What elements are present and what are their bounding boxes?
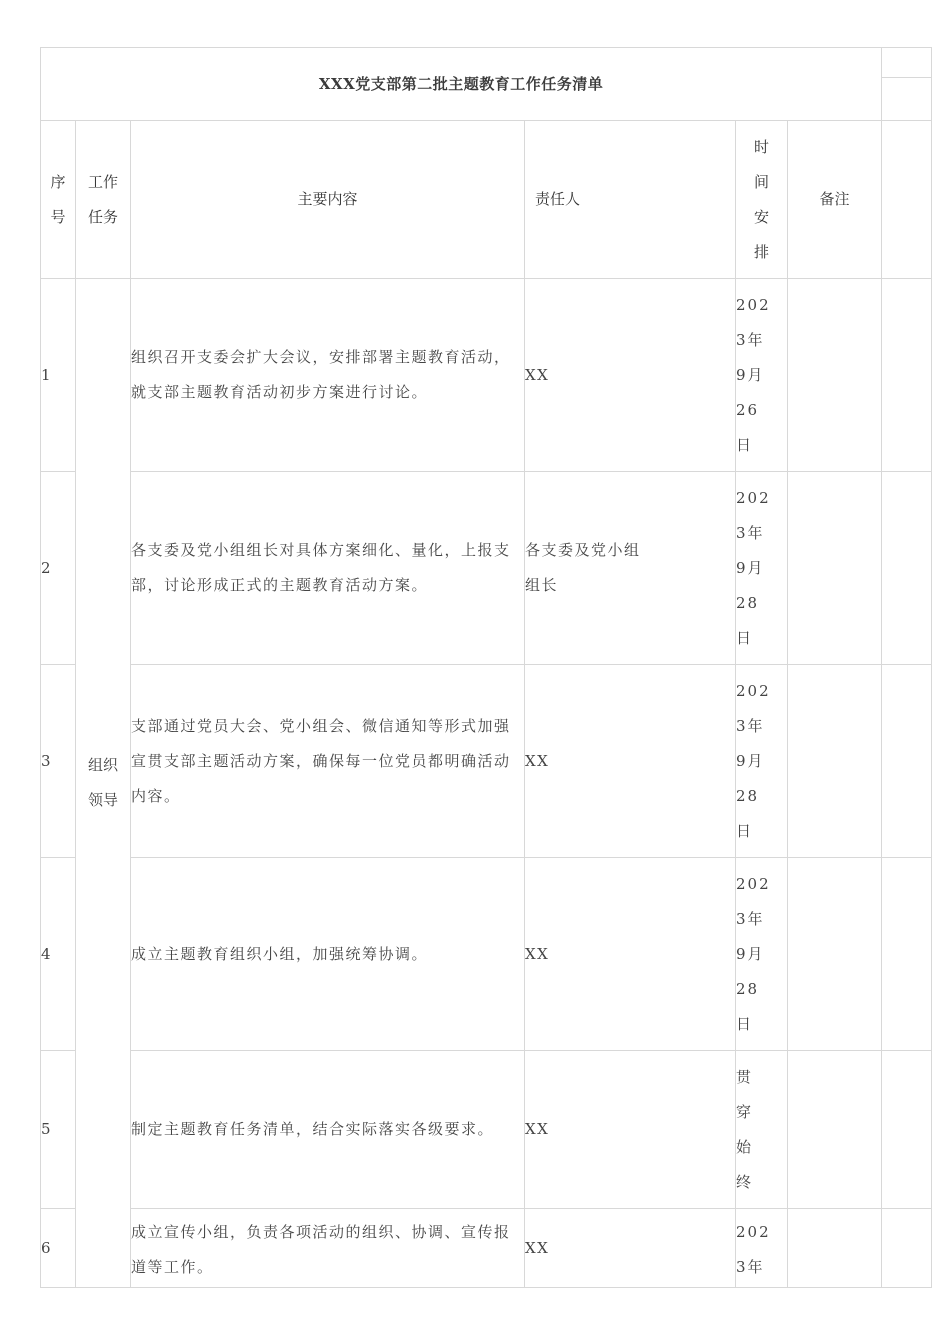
row-time-line: 26 [736,400,760,419]
row-time [736,665,788,858]
header-task-line: 工作 [87,172,118,191]
row-content: 制定主题教育任务清单，结合实际落实各级要求。 [131,1051,525,1209]
row-note [788,472,882,665]
table-row [41,472,932,665]
row-time-line: 202 [736,295,771,314]
row-time-line: 3年 [736,523,765,542]
header-time-char: 安 [753,207,769,226]
row-person [525,472,736,665]
row-number: 2 [41,472,76,665]
row-content: 支部通过党员大会、党小组会、微信通知等形式加强宣贯支部主题活动方案，确保每一位党员都明确活动内容。 [131,665,525,858]
side-blank-cell [882,48,932,78]
side-blank-cell [882,121,932,279]
row-time-line: 3年 [736,909,765,928]
row-person [525,665,736,858]
row-time [736,279,788,472]
row-content: 成立宣传小组，负责各项活动的组织、协调、宣传报道等工作。 [131,1209,525,1288]
row-person [525,1051,736,1209]
row-person-line: XX [525,365,550,384]
row-time-line: 日 [736,821,754,840]
side-blank-cell [882,78,932,121]
row-time-line: 穿 [736,1102,754,1121]
row-number: 4 [41,858,76,1051]
row-time-line: 日 [736,628,754,647]
row-time-line: 9月 [736,944,765,963]
header-time-char: 时 [753,137,769,156]
row-person-line: 组长 [525,576,559,594]
header-task [76,121,131,279]
task-group-cell [76,279,131,1288]
row-note [788,1051,882,1209]
row-note [788,1209,882,1288]
header-content: 主要内容 [131,121,525,279]
table-header-row [41,121,932,279]
header-task-line: 任务 [87,207,118,226]
row-time-line: 202 [736,488,771,507]
row-time-line: 9月 [736,558,765,577]
row-time-line: 28 [736,593,760,612]
row-time-line: 9月 [736,365,765,384]
row-time-line: 202 [736,874,771,893]
row-time-line: 日 [736,435,754,454]
table-row [41,1051,932,1209]
row-time-line: 28 [736,979,760,998]
row-person-line: XX [525,944,550,963]
table-row [41,1209,932,1288]
header-seq-char: 序 [50,172,66,191]
row-person [525,1209,736,1288]
table-row [41,279,932,472]
header-note: 备注 [788,121,882,279]
row-time-line: 9月 [736,751,765,770]
row-time [736,472,788,665]
row-note [788,858,882,1051]
task-list-table [40,47,932,1288]
row-number: 6 [41,1209,76,1288]
row-number: 3 [41,665,76,858]
page-title: XXX党支部第二批主题教育工作任务清单 [41,48,882,121]
row-time-line: 28 [736,786,760,805]
header-person: 责任人 [525,121,736,279]
row-time-line: 3年 [736,1258,765,1276]
header-time-char: 排 [753,242,769,261]
row-time-line: 终 [736,1172,754,1191]
side-blank-cell [882,665,932,858]
row-time-line: 3年 [736,330,765,349]
header-seq [41,121,76,279]
row-number: 1 [41,279,76,472]
row-time-line: 日 [736,1014,754,1033]
row-person-line: XX [525,1238,550,1257]
row-person-line: 各支委及党小组 [525,541,641,559]
row-person [525,279,736,472]
row-content: 各支委及党小组组长对具体方案细化、量化，上报支部，讨论形成正式的主题教育活动方案。 [131,472,525,665]
row-person [525,858,736,1051]
table-row [41,858,932,1051]
task-group-line: 领导 [87,791,118,809]
side-blank-cell [882,279,932,472]
row-note [788,279,882,472]
row-time-line: 贯 [736,1067,754,1086]
row-person-line: XX [525,751,550,770]
row-content: 组织召开支委会扩大会议，安排部署主题教育活动，就支部主题教育活动初步方案进行讨论。 [131,279,525,472]
side-blank-cell [882,1209,932,1288]
row-number: 5 [41,1051,76,1209]
row-time-line: 3年 [736,716,765,735]
row-person-line: XX [525,1120,550,1138]
side-blank-cell [882,858,932,1051]
row-time [736,1209,788,1288]
row-note [788,665,882,858]
row-time-line: 202 [736,1223,771,1241]
row-time-line: 202 [736,681,771,700]
side-blank-cell [882,1051,932,1209]
header-time-char: 间 [753,172,769,191]
row-time [736,858,788,1051]
side-blank-cell [882,472,932,665]
table-row [41,665,932,858]
task-group-line: 组织 [87,756,118,774]
row-content: 成立主题教育组织小组，加强统筹协调。 [131,858,525,1051]
row-time-line: 始 [736,1137,754,1156]
header-time [736,121,788,279]
row-time [736,1051,788,1209]
header-seq-char: 号 [50,207,66,226]
